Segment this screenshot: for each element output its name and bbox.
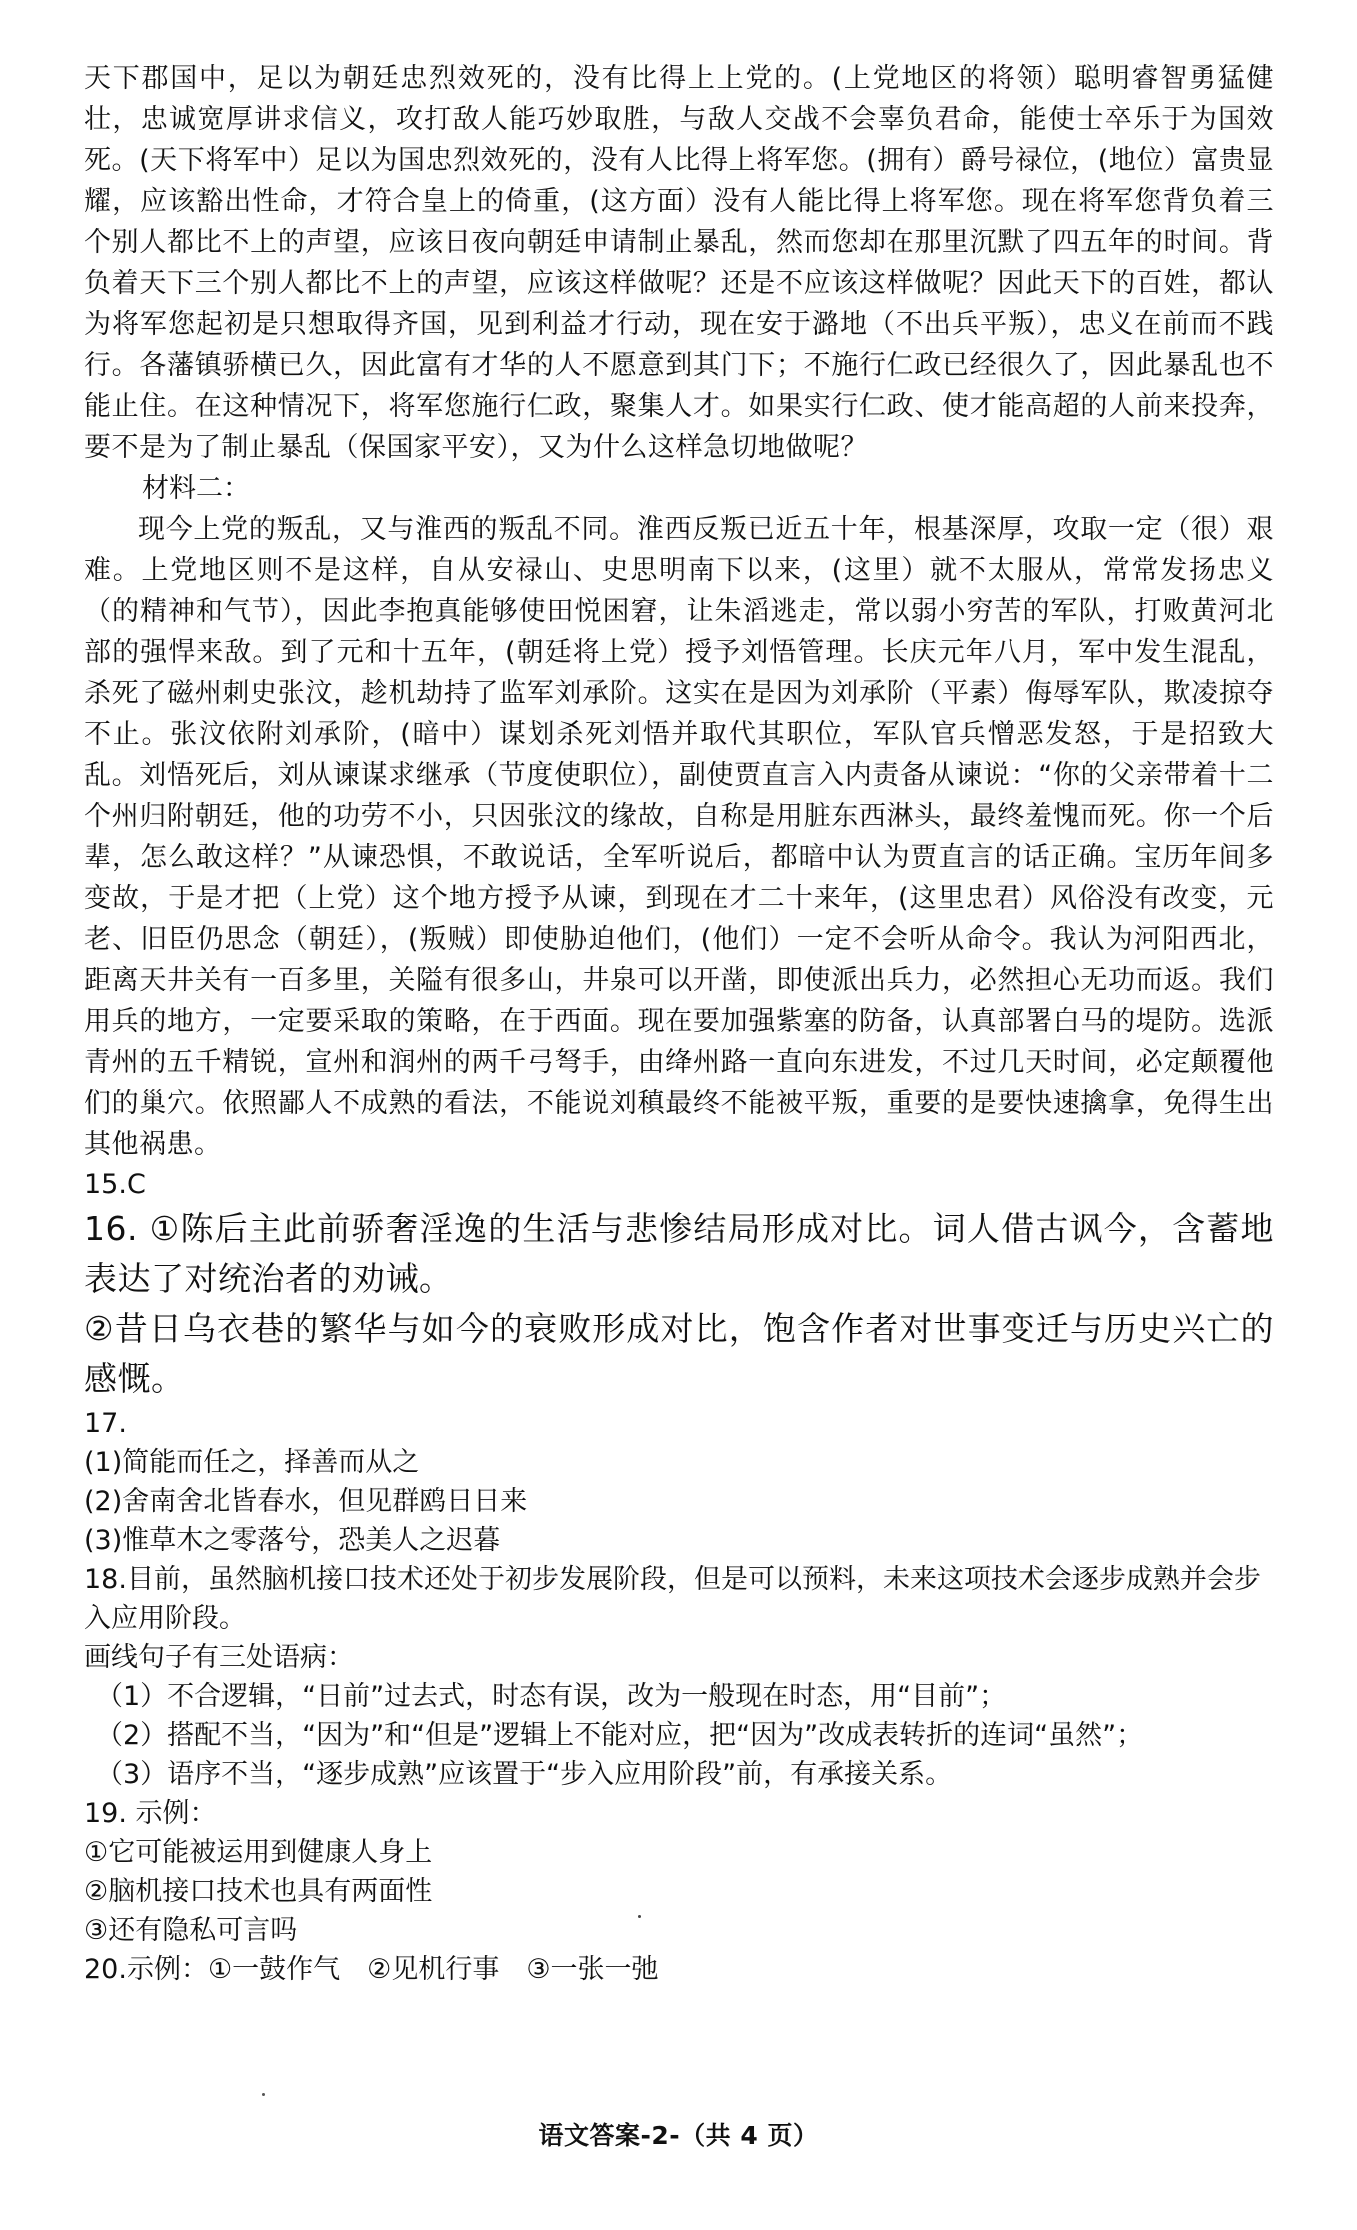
answer-sheet-page xyxy=(84,58,1274,1989)
answer-17-item-2: (2)舍南舍北皆春水，但见群鸥日日来 xyxy=(84,1486,528,1517)
page-footer: 语文答案-2-（共 4 页） xyxy=(538,2121,819,2150)
answer-18-item-2: （2）搭配不当，“因为”和“但是”逻辑上不能对应，把“因为”改成表转折的连词“虽然”； xyxy=(96,1720,1144,1751)
answer-20: 20.示例：①一鼓作气 ②见机行事 ③一张一弛 xyxy=(84,1954,659,1985)
answer-16-point-1: 16. ①陈后主此前骄奢淫逸的生活与悲惨结局形成对比。词人借古讽今，含蓄地表达了对统治者的劝诫。 xyxy=(84,1209,1274,1298)
translation-paragraph-1: 天下郡国中，足以为朝廷忠烈效死的，没有比得上上党的。(上党地区的将领）聪明睿智勇猛健壮，忠诚宽厚讲求信义，攻打敌人能巧妙取胜，与敌人交战不会辜负君命，能使士卒乐于为国效死。(天下将军中）足以为国忠烈效死的，没有人比得上将军您。(拥有）爵号禄位，(地位）富贵显耀，应该豁出性命，才符合皇上的倚重，(这方面）没有人能比得上将军您。现在将军您背负着三个别人都比不上的声望，应该日夜向朝廷申请制止暴乱，然而您却在那里沉默了四五年的时间。背负着天下三个别人都比不上的声望，应该这样做呢？还是不应该这样做呢？因此天下的百姓，都认为将军您起初是只想取得齐国，见到利益才行动，现在安于潞地（不出兵平叛），忠义在前而不践行。各藩镇骄横已久，因此富有才华的人不愿意到其门下；不施行仁政已经很久了，因此暴乱也不能止住。在这种情况下，将军您施行仁政，聚集人才。如果实行仁政、使才能高超的人前来投奔，要不是为了制止暴乱（保国家平安），又为什么这样急切地做呢？ xyxy=(84,63,1274,463)
scan-speck xyxy=(262,2093,265,2096)
material-two-label: 材料二： xyxy=(142,473,250,504)
answer-16-point-2: ②昔日乌衣巷的繁华与如今的衰败形成对比，饱含作者对世事变迁与历史兴亡的感慨。 xyxy=(84,1309,1274,1398)
answer-18-item-3: （3）语序不当，“逐步成熟”应该置于“步入应用阶段”前，有承接关系。 xyxy=(96,1759,953,1790)
translation-paragraph-2: 现今上党的叛乱，又与淮西的叛乱不同。淮西反叛已近五十年，根基深厚，攻取一定（很）艰难。上党地区则不是这样，自从安禄山、史思明南下以来，(这里）就不太服从，常常发扬忠义（的精神和气节），因此李抱真能够使田悦困窘，让朱滔逃走，常以弱小穷苦的军队，打败黄河北部的强悍来敌。到了元和十五年，(朝廷将上党）授予刘悟管理。长庆元年八月，军中发生混乱，杀死了磁州刺史张汶，趁机劫持了监军刘承阶。这实在是因为刘承阶（平素）侮辱军队，欺凌掠夺不止。张汶依附刘承阶，(暗中）谋划杀死刘悟并取代其职位，军队官兵憎恶发怒，于是招致大乱。刘悟死后，刘从谏谋求继承（节度使职位），副使贾直言入内责备从谏说：“你的父亲带着十二个州归附朝廷，他的功劳不小，只因张汶的缘故，自称是用脏东西淋头，最终羞愧而死。你一个后辈，怎么敢这样？”从谏恐惧，不敢说话，全军听说后，都暗中认为贾直言的话正确。宝历年间多变故，于是才把（上党）这个地方授予从谏，到现在才二十来年，(这里忠君）风俗没有改变，元老、旧臣仍思念（朝廷），(叛贼）即使胁迫他们，(他们）一定不会听从命令。我认为河阳西北，距离天井关有一百多里，关隘有很多山，井泉可以开凿，即使派出兵力，必然担心无功而返。我们用兵的地方，一定要采取的策略，在于西面。现在要加强紫塞的防备，认真部署白马的堤防。选派青州的五千精锐，宣州和润州的两千弓弩手，由绛州路一直向东进发，不过几天时间，必定颠覆他们的巢穴。依照鄙人不成熟的看法，不能说刘稹最终不能被平叛，重要的是要快速擒拿，免得生出其他祸患。 xyxy=(84,514,1274,1160)
answer-18-item-1: （1）不合逻辑，“日前”过去式，时态有误，改为一般现在时态，用“目前”； xyxy=(96,1681,1007,1712)
answer-17-heading: 17. xyxy=(84,1408,127,1439)
answer-19-item-1: ①它可能被运用到健康人身上 xyxy=(84,1837,433,1868)
answer-18: 18.目前，虽然脑机接口技术还处于初步发展阶段，但是可以预料，未来这项技术会逐步成熟并会步入应用阶段。 xyxy=(84,1564,1261,1634)
scan-speck xyxy=(638,1915,641,1918)
answer-19-item-2: ②脑机接口技术也具有两面性 xyxy=(84,1876,433,1907)
answer-15: 15.C xyxy=(84,1169,146,1200)
answer-18-intro: 画线句子有三处语病： xyxy=(84,1642,354,1673)
answer-19-heading: 19. 示例： xyxy=(84,1798,217,1829)
answer-19-item-3: ③还有隐私可言吗 xyxy=(84,1915,298,1946)
answer-17-item-3: (3)惟草木之零落兮，恐美人之迟暮 xyxy=(84,1525,501,1556)
answer-17-item-1: (1)简能而任之，择善而从之 xyxy=(84,1447,420,1478)
